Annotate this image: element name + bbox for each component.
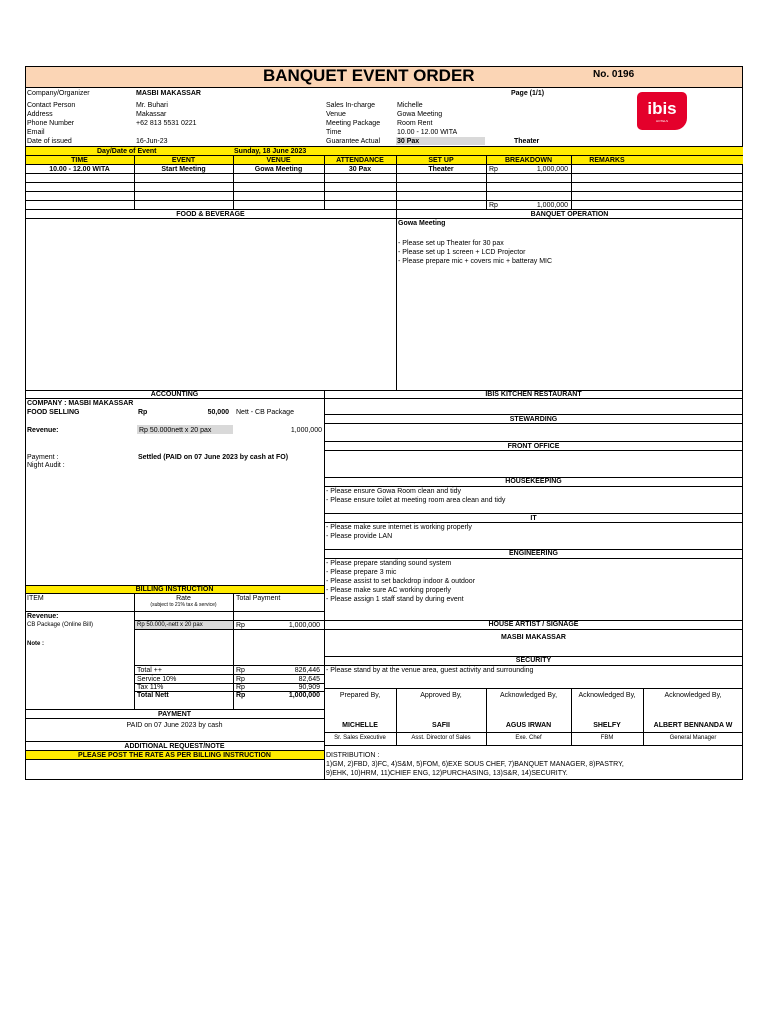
label-guarantee: Guarantee Actual bbox=[326, 138, 381, 145]
sig-3-title: Exe. Chef bbox=[515, 735, 542, 741]
row-setup: Theater bbox=[428, 166, 454, 173]
row-currency: Rp bbox=[489, 166, 498, 173]
eng-item-3: - Please assist to set backdrop indoor & outdoor bbox=[326, 578, 476, 585]
total-plus-currency: Rp bbox=[236, 667, 245, 674]
security-title: SECURITY bbox=[515, 657, 552, 664]
banquet-item-2: - Please set up 1 screen + LCD Projector bbox=[398, 249, 526, 256]
col-time: TIME bbox=[71, 157, 88, 164]
payment-value: PAID on 07 June 2023 by cash bbox=[126, 722, 223, 729]
sig-2-role: Approved By, bbox=[420, 692, 462, 699]
it-title: IT bbox=[530, 515, 537, 522]
billing-col-rate-sub: (subject to 21% tax & service) bbox=[150, 602, 217, 608]
sig-2-title: Asst. Director of Sales bbox=[411, 735, 471, 741]
value-address: Makassar bbox=[136, 111, 167, 118]
security-item-1: - Please stand by at the venue area, guest activity and surrounding bbox=[326, 667, 534, 674]
row-event: Start Meeting bbox=[161, 166, 206, 173]
row-venue: Gowa Meeting bbox=[254, 166, 303, 173]
billing-item: CB Package (Online Bill) bbox=[27, 622, 94, 628]
tax-value: 90,909 bbox=[298, 684, 320, 691]
value-venue: Gowa Meeting bbox=[397, 111, 443, 118]
sig-3-role: Acknowledged By, bbox=[499, 692, 558, 699]
col-breakdown: BREAKDOWN bbox=[504, 157, 553, 164]
banquet-item-1: - Please set up Theater for 30 pax bbox=[398, 240, 504, 247]
sig-1-role: Prepared By, bbox=[339, 692, 381, 699]
value-time: 10.00 - 12.00 WITA bbox=[397, 129, 458, 136]
acc-payment-label: Payment : bbox=[27, 454, 59, 461]
billing-col-rate: Rate bbox=[176, 595, 191, 602]
acc-food-selling: FOOD SELLING bbox=[27, 409, 80, 416]
total-nett-label: Total Nett bbox=[137, 692, 169, 699]
sig-1-title: Sr. Sales Executive bbox=[334, 735, 386, 741]
total-nett-currency: Rp bbox=[236, 692, 246, 699]
label-package: Meeting Package bbox=[326, 120, 381, 127]
sig-3-name: AGUS IRWAN bbox=[505, 722, 552, 729]
col-venue: VENUE bbox=[266, 157, 291, 164]
sig-1-name: MICHELLE bbox=[342, 722, 378, 729]
page-number: Page (1/1) bbox=[511, 90, 545, 97]
page-title: BANQUET EVENT ORDER bbox=[263, 66, 475, 85]
it-item-2: - Please provide LAN bbox=[326, 533, 393, 540]
banquet-title: BANQUET OPERATION bbox=[530, 211, 609, 218]
billing-amount: 1,000,000 bbox=[288, 622, 320, 629]
distribution-label: DISTRIBUTION : bbox=[326, 752, 380, 759]
label-phone: Phone Number bbox=[27, 120, 75, 127]
logo-subtext: HOTELS bbox=[655, 118, 668, 123]
eng-item-4: - Please make sure AC working properly bbox=[326, 587, 451, 594]
value-date-issued: 16-Jun-23 bbox=[136, 138, 168, 145]
acc-fs-amount: 50,000 bbox=[207, 409, 229, 416]
billing-rate: Rp 50.000,-nett x 20 pax bbox=[137, 622, 203, 628]
housekeeping-title: HOUSEKEEPING bbox=[505, 478, 562, 485]
signage-title: HOUSE ARTIST / SIGNAGE bbox=[488, 621, 579, 628]
stewarding-title: STEWARDING bbox=[509, 416, 558, 423]
tax-currency: Rp bbox=[236, 684, 245, 691]
acc-revenue-calc: Rp 50.000nett x 20 pax bbox=[139, 427, 212, 434]
sig-4-role: Acknowledged By, bbox=[578, 692, 636, 699]
billing-revenue-label: Revenue: bbox=[27, 613, 59, 620]
breakdown-total: 1,000,000 bbox=[536, 202, 568, 209]
total-plus-value: 826,446 bbox=[294, 667, 320, 674]
additional-title: ADDITIONAL REQUEST/NOTE bbox=[124, 743, 225, 750]
acc-company: COMPANY : MASBI MAKASSAR bbox=[27, 400, 134, 407]
sig-4-title: FBM bbox=[600, 735, 614, 741]
row-attendance: 30 Pax bbox=[348, 166, 372, 173]
label-date-issued: Date of issued bbox=[27, 138, 72, 145]
total-currency: Rp bbox=[489, 202, 498, 209]
billing-title: BILLING INSTRUCTION bbox=[135, 586, 214, 593]
sig-4-name: SHELFY bbox=[593, 722, 621, 729]
value-company: MASBI MAKASSAR bbox=[136, 90, 201, 97]
col-setup: SET UP bbox=[428, 157, 454, 164]
event-date-label: Day/Date of Event bbox=[97, 148, 157, 155]
eng-item-1: - Please prepare standing sound system bbox=[326, 560, 452, 567]
ibis-logo bbox=[637, 92, 687, 130]
fnb-title: FOOD & BEVERAGE bbox=[176, 211, 245, 218]
eng-item-5: - Please assign 1 staff stand by during event bbox=[326, 596, 464, 603]
row-time: 10.00 - 12.00 WITA bbox=[49, 166, 110, 173]
distribution-line-1: 1)GM, 2)FBD, 3)FC, 4)S&M, 5)FOM, 6)EXE SOUS CHEF, 7)BANQUET MANAGER, 8)PASTRY, bbox=[326, 761, 624, 768]
label-address: Address bbox=[27, 111, 53, 118]
sig-2-name: SAFII bbox=[432, 722, 450, 729]
acc-revenue-label: Revenue: bbox=[27, 427, 59, 434]
value-sales: Michelle bbox=[397, 102, 423, 109]
hk-item-1: - Please ensure Gowa Room clean and tidy bbox=[326, 488, 462, 495]
billing-currency: Rp bbox=[236, 622, 245, 629]
label-sales: Sales In-charge bbox=[326, 102, 376, 109]
sig-5-title: General Manager bbox=[669, 735, 717, 741]
label-email: Email bbox=[27, 129, 45, 136]
col-event: EVENT bbox=[171, 157, 196, 164]
row-breakdown: 1,000,000 bbox=[536, 166, 568, 173]
event-date-value: Sunday, 18 June 2023 bbox=[234, 148, 307, 155]
payment-title: PAYMENT bbox=[157, 711, 192, 718]
label-venue: Venue bbox=[326, 111, 346, 118]
it-item-1: - Please make sure internet is working properly bbox=[326, 524, 472, 531]
value-phone: +62 813 5531 0221 bbox=[136, 120, 197, 127]
sig-5-role: Acknowledged By, bbox=[664, 692, 722, 699]
value-setup-style: Theater bbox=[514, 138, 540, 145]
accounting-title: ACCOUNTING bbox=[150, 391, 199, 398]
billing-col-total: Total Payment bbox=[236, 595, 281, 602]
engineering-title: ENGINEERING bbox=[508, 550, 558, 557]
billing-note-label: Note : bbox=[27, 641, 44, 647]
label-company: Company/Organizer bbox=[27, 90, 90, 97]
acc-night-audit: Night Audit : bbox=[27, 462, 65, 469]
distribution-line-2: 9)EHK, 10)HRM, 11)CHIEF ENG, 12)PURCHASING, 13)S&R, 14)SECURITY. bbox=[326, 770, 568, 777]
total-nett-value: 1,000,000 bbox=[288, 692, 320, 699]
total-plus-label: Total ++ bbox=[137, 667, 162, 674]
billing-col-item: ITEM bbox=[27, 595, 44, 602]
value-package: Room Rent bbox=[397, 120, 433, 127]
service-label: Service 10% bbox=[137, 676, 177, 683]
hk-item-2: - Please ensure toilet at meeting room area clean and tidy bbox=[326, 497, 506, 504]
col-attendance: ATTENDANCE bbox=[336, 157, 384, 164]
service-value: 82,645 bbox=[298, 676, 320, 683]
value-contact: Mr. Buhari bbox=[136, 102, 168, 109]
tax-label: Tax 11% bbox=[137, 684, 164, 691]
front-office-title: FRONT OFFICE bbox=[507, 443, 560, 450]
eng-item-2: - Please prepare 3 mic bbox=[326, 569, 397, 576]
additional-note: PLEASE POST THE RATE AS PER BILLING INSTRUCTION bbox=[78, 752, 271, 759]
acc-revenue-amount: 1,000,000 bbox=[290, 427, 322, 434]
order-number: No. 0196 bbox=[593, 69, 635, 80]
kitchen-title: IBIS KITCHEN RESTAURANT bbox=[485, 391, 582, 398]
logo-text: ibis bbox=[647, 98, 677, 118]
col-remarks: REMARKS bbox=[589, 157, 625, 164]
acc-fs-currency: Rp bbox=[138, 409, 148, 416]
signage-value: MASBI MAKASSAR bbox=[501, 634, 566, 641]
value-guarantee: 30 Pax bbox=[397, 138, 420, 145]
acc-fs-note: Nett - CB Package bbox=[236, 409, 294, 416]
banquet-venue: Gowa Meeting bbox=[398, 220, 446, 227]
sig-5-name: ALBERT BENNANDA W bbox=[653, 722, 733, 729]
acc-payment-value: Settled (PAID on 07 June 2023 by cash at FO) bbox=[138, 454, 289, 461]
label-time: Time bbox=[326, 129, 342, 136]
label-contact: Contact Person bbox=[27, 102, 76, 109]
service-currency: Rp bbox=[236, 676, 245, 683]
banquet-item-3: - Please prepare mic + covers mic + batteray MIC bbox=[398, 258, 553, 265]
